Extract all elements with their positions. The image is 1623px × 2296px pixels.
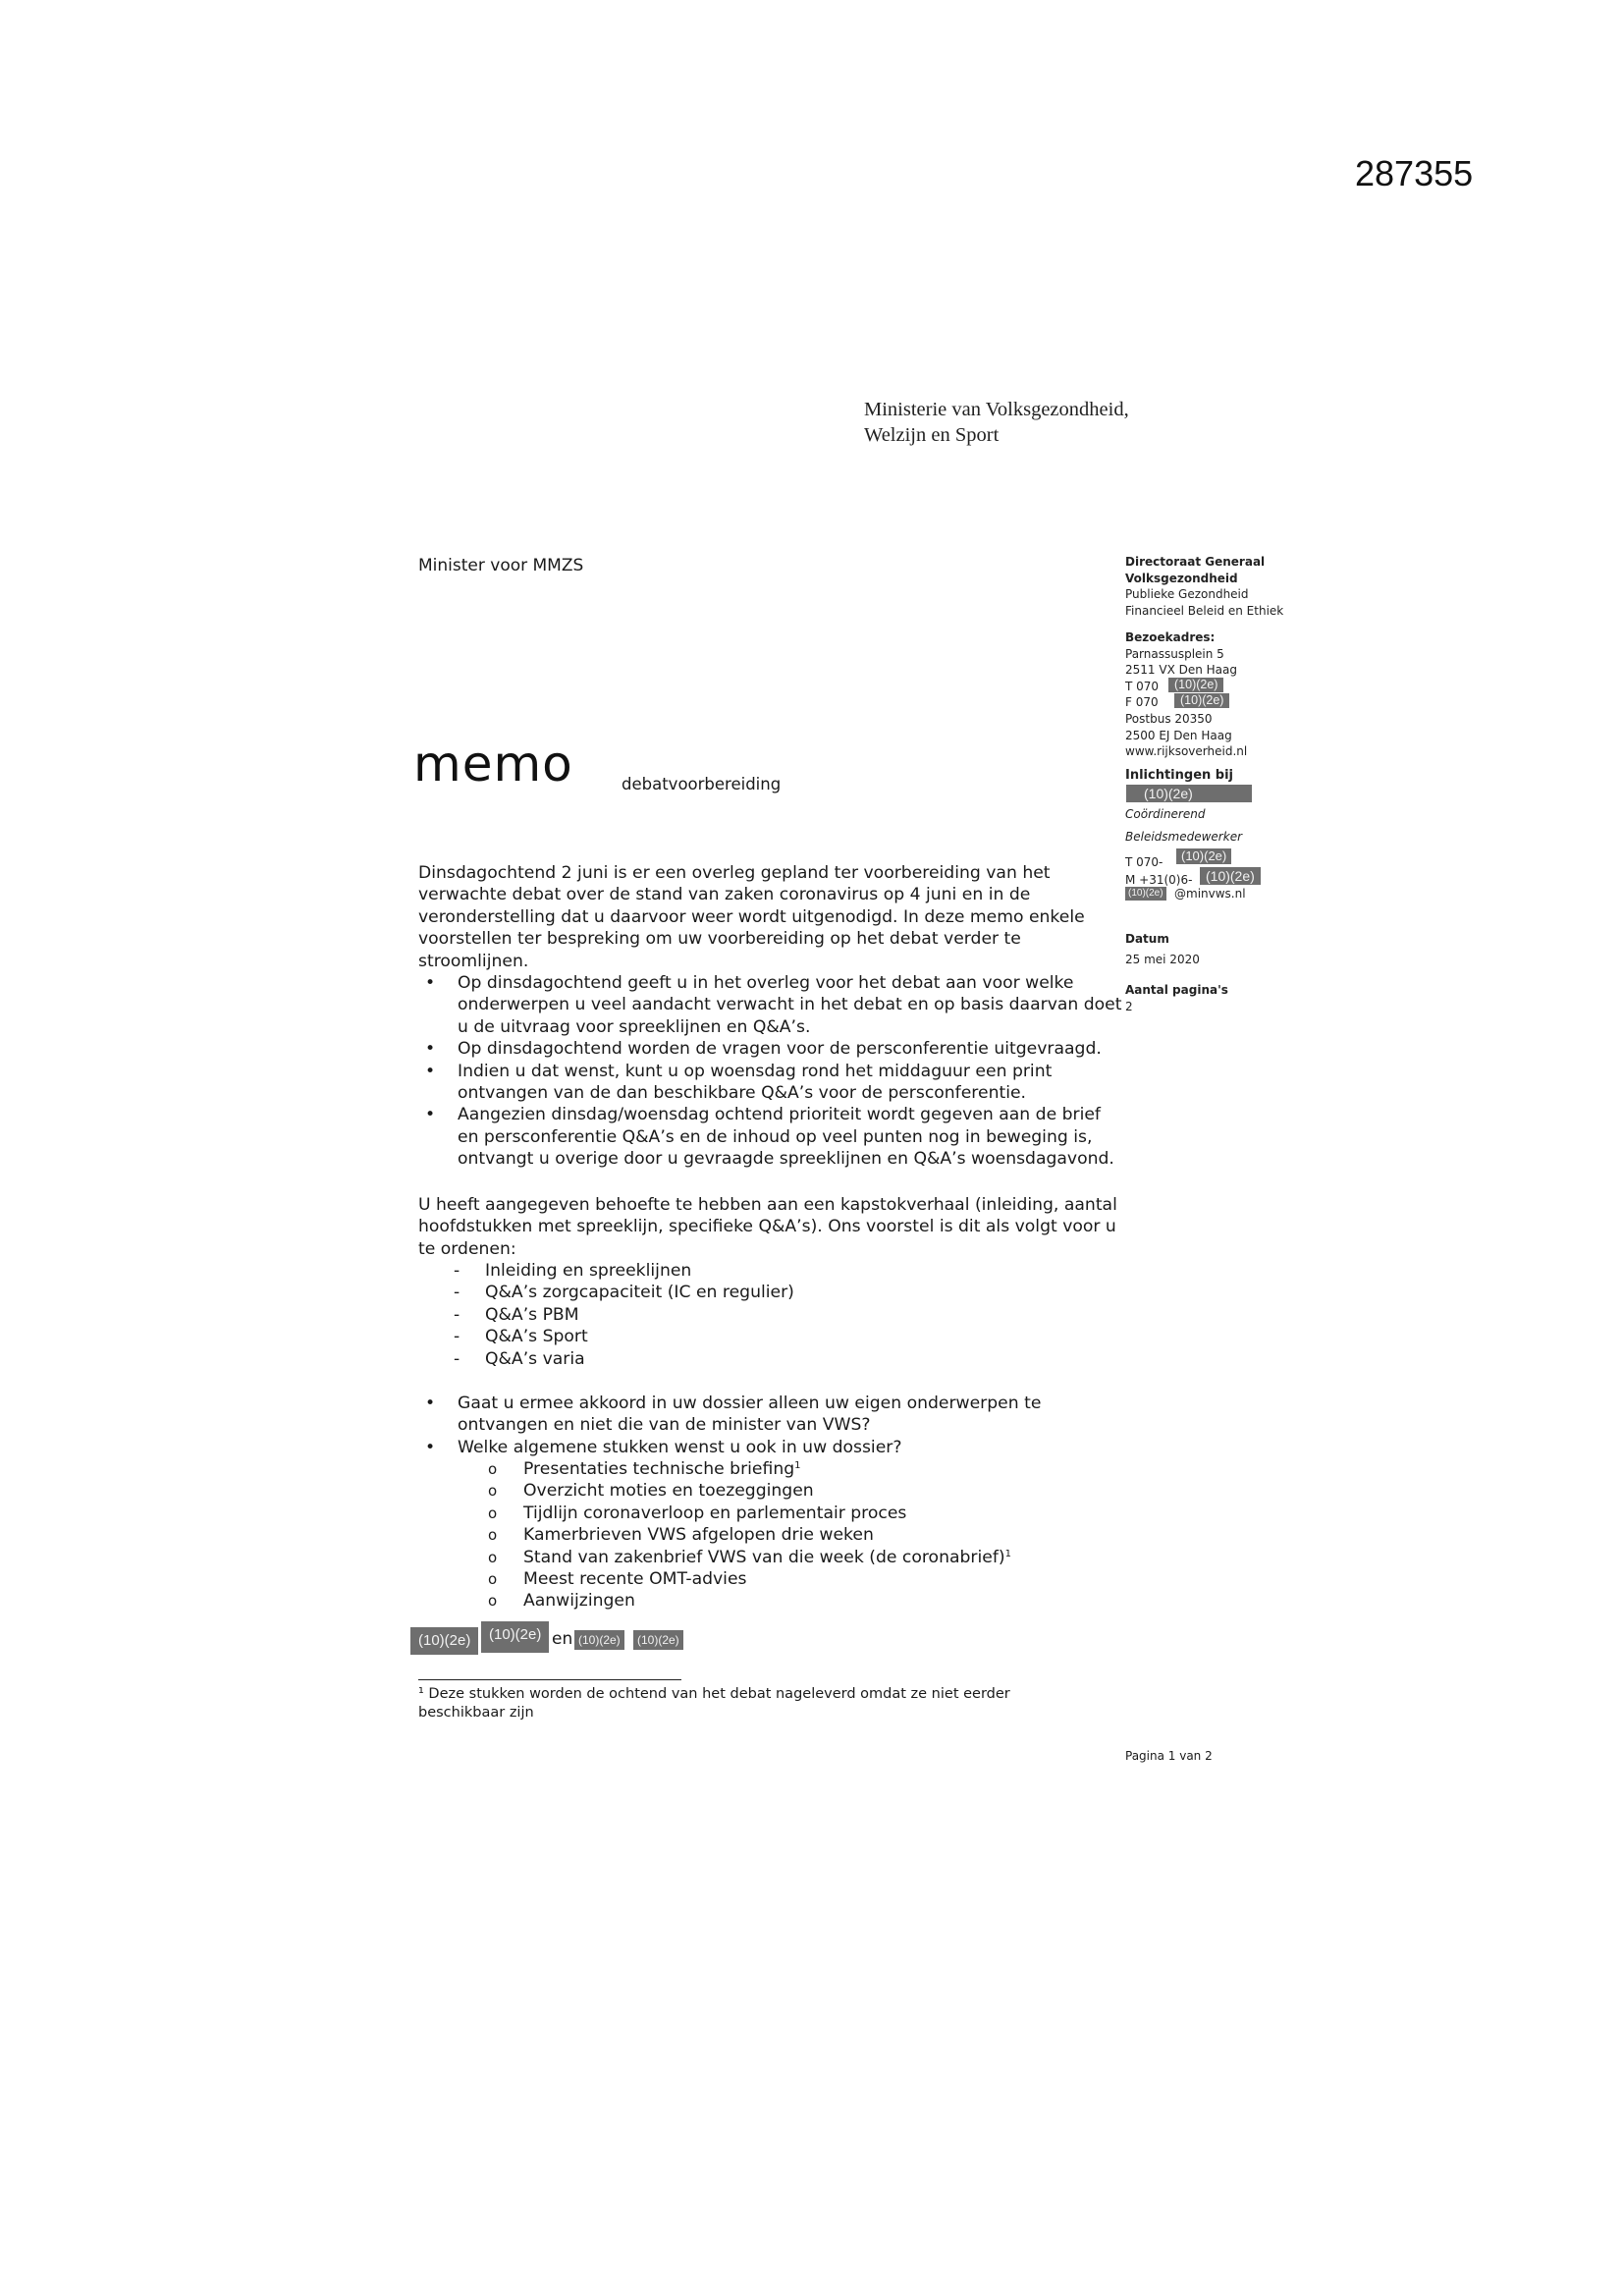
contact-label: Inlichtingen bij — [1125, 768, 1234, 783]
city: 2511 VX Den Haag — [1125, 663, 1237, 678]
list-item — [488, 1568, 1011, 1590]
list-item — [418, 972, 1125, 1038]
list-item — [454, 1348, 794, 1370]
list-item — [454, 1304, 794, 1326]
list-item-text: Aangezien dinsdag/woensdag ochtend prioriteit wordt gegeven aan de brief en persconferentie Q&A’s en de inhoud op veel punten nog in beweging is, ontvangt u overige door u gevraagde spreeklijnen en Q&A’s woensdagavond. — [458, 1105, 1114, 1170]
list-item — [418, 1393, 1125, 1437]
list-item — [418, 1104, 1125, 1170]
pages-label: Aantal pagina's — [1125, 983, 1228, 997]
memo-title: memo — [413, 736, 573, 793]
bullet-icon: • — [425, 1105, 436, 1125]
circle-bullet-icon: o — [488, 1482, 498, 1501]
list-item-text: Op dinsdagochtend geeft u in het overleg voor het debat aan voor welke onderwerpen u veel aandacht verwacht in het debat en op basis daarvan doet u de uitvraag voor spreeklijnen en Q&A’s. — [458, 973, 1122, 1037]
bullet-list-procedure — [418, 972, 1125, 1171]
bullet-icon: • — [425, 1061, 436, 1081]
circle-bullet-icon: o — [488, 1526, 498, 1545]
dash-icon: - — [454, 1283, 460, 1303]
list-item — [454, 1260, 794, 1282]
list-item — [418, 1038, 1125, 1060]
list-item — [454, 1326, 794, 1347]
list-item-text: Presentaties technische briefing — [523, 1459, 795, 1479]
list-item-text: Q&A’s PBM — [485, 1304, 579, 1325]
contact-telephone — [1125, 854, 1163, 871]
directorate-line-1: Directoraat Generaal — [1125, 555, 1266, 569]
list-item-text: Indien u dat wenst, kunt u op woensdag rond het middaguur een print ontvangen van de dan beschikbare Q&A’s voor de persconferentie. — [458, 1061, 1053, 1104]
visit-address-label: Bezoekadres: — [1125, 630, 1216, 644]
list-item — [488, 1480, 1011, 1502]
footnote-marker: 1 — [1004, 1548, 1011, 1559]
list-item-text: Op dinsdagochtend worden de vragen voor de persconferentie uitgevraagd. — [458, 1039, 1102, 1060]
redaction-box: (10)(2e) — [481, 1621, 549, 1653]
bullet-icon: • — [425, 973, 436, 993]
redaction-box: (10)(2e) — [1200, 867, 1261, 885]
bullet-icon: • — [425, 1437, 436, 1457]
post-city: 2500 EJ Den Haag — [1125, 728, 1232, 742]
list-item-text: Q&A’s zorgcapaciteit (IC en regulier) — [485, 1283, 794, 1303]
website: www.rijksoverheid.nl — [1125, 744, 1248, 759]
memo-subject: debatvoorbereiding — [622, 775, 782, 793]
telephone-prefix: T 070 — [1125, 679, 1160, 693]
dash-icon: - — [454, 1261, 460, 1281]
list-item-text: Overzicht moties en toezeggingen — [523, 1481, 814, 1502]
intro-paragraph: Dinsdagochtend 2 juni is er een overleg gepland ter voorbereiding van het verwachte debat over de stand van zaken coronavirus op 4 juni en in de veronderstelling dat u daarvoor weer wordt uitgenodigd. In deze memo enkele voorstellen ter bespreking om uw voorbereiding op het debat verder te stroomlijnen. — [418, 863, 1085, 971]
redaction-box: (10)(2e) — [574, 1630, 624, 1650]
document-number: 287355 — [1355, 153, 1474, 193]
list-item — [488, 1590, 1011, 1612]
dash-list-chapters — [454, 1260, 794, 1370]
fax-prefix: F 070 — [1125, 695, 1159, 710]
dash-icon: - — [454, 1304, 460, 1325]
structure-paragraph: U heeft aangegeven behoefte te hebben aan een kapstokverhaal (inleiding, aantal hoofdstukken met spreeklijn, specifieke Q&A’s). Ons voorstel is dit als volgt voor u te ordenen: — [418, 1195, 1117, 1259]
list-item-text: Stand van zakenbrief VWS van die week (de coronabrief) — [523, 1547, 1005, 1567]
redaction-box: (10)(2e) — [1125, 887, 1166, 901]
list-item-text: Kamerbrieven VWS afgelopen drie weken — [523, 1525, 874, 1546]
list-item — [418, 1437, 1125, 1458]
list-item-text: Meest recente OMT-advies — [523, 1569, 747, 1590]
sidebar-pages — [1125, 982, 1228, 1014]
page-indicator: Pagina 1 van 2 — [1125, 1749, 1213, 1763]
sidebar-date — [1125, 931, 1200, 967]
ministry-line-2: Welzijn en Sport — [864, 424, 1000, 446]
list-item-text: Q&A’s varia — [485, 1348, 585, 1369]
circle-bullet-icon: o — [488, 1570, 498, 1589]
contact-mobile-prefix: M +31(0)6- — [1125, 873, 1193, 887]
list-item — [488, 1547, 1011, 1568]
date-value: 25 mei 2020 — [1125, 952, 1200, 966]
redaction-box: (10)(2e) — [1168, 678, 1223, 692]
circle-bullet-icon: o — [488, 1460, 498, 1478]
circle-bullet-icon: o — [488, 1503, 498, 1522]
role-line-1: Coördinerend — [1125, 807, 1206, 821]
contact-telephone-prefix: T 070- — [1125, 855, 1163, 869]
list-item — [488, 1524, 1011, 1546]
list-item — [488, 1458, 1011, 1480]
list-item — [454, 1282, 794, 1303]
bullet-list-questions — [418, 1393, 1125, 1458]
list-item-text: Q&A’s Sport — [485, 1327, 588, 1347]
contact-email-suffix: @minvws.nl — [1174, 887, 1246, 901]
bullet-icon: • — [425, 1039, 436, 1060]
redaction-box: (10)(2e) — [633, 1630, 683, 1650]
dash-icon: - — [454, 1348, 460, 1369]
list-item — [418, 1061, 1125, 1105]
list-item-text: Inleiding en spreeklijnen — [485, 1261, 692, 1281]
redaction-box: (10)(2e) — [410, 1627, 478, 1655]
directorate-line-3: Publieke Gezondheid — [1125, 587, 1249, 602]
street: Parnassusplein 5 — [1125, 646, 1224, 661]
redaction-box: (10)(2e) — [1126, 785, 1252, 802]
sidebar-role — [1125, 806, 1242, 845]
list-item-text: Aanwijzingen — [523, 1591, 635, 1612]
redaction-box: (10)(2e) — [1174, 693, 1229, 708]
list-item — [488, 1503, 1011, 1524]
sidebar-directorate — [1125, 554, 1283, 619]
circle-bullet-icon: o — [488, 1548, 498, 1566]
addressee: Minister voor MMZS — [418, 556, 584, 575]
signoff-en: en — [552, 1629, 573, 1649]
directorate-line-4: Financieel Beleid en Ethiek — [1125, 603, 1284, 618]
role-line-2: Beleidsmedewerker — [1125, 829, 1243, 844]
date-label: Datum — [1125, 932, 1169, 946]
ministry-logo-text — [864, 397, 1129, 448]
list-item-text: Welke algemene stukken wenst u ook in uw dossier? — [458, 1437, 902, 1457]
circle-list-documents — [488, 1458, 1011, 1613]
ministry-line-1: Ministerie van Volksgezondheid, — [864, 399, 1129, 420]
directorate-line-2: Volksgezondheid — [1125, 571, 1238, 585]
pages-value: 2 — [1125, 999, 1133, 1013]
redaction-box: (10)(2e) — [1176, 848, 1231, 864]
list-item-text: Gaat u ermee akkoord in uw dossier alleen uw eigen onderwerpen te ontvangen en niet die van de minister van VWS? — [458, 1394, 1042, 1436]
postbus: Postbus 20350 — [1125, 711, 1213, 726]
circle-bullet-icon: o — [488, 1592, 498, 1611]
bullet-icon: • — [425, 1394, 436, 1413]
dash-icon: - — [454, 1327, 460, 1347]
list-item-text: Tijdlijn coronaverloop en parlementair proces — [523, 1503, 907, 1523]
footnote-text: ¹ Deze stukken worden de ochtend van het debat nageleverd omdat ze niet eerder beschikbaar zijn — [418, 1686, 1010, 1721]
sidebar-contact — [1125, 768, 1233, 785]
footnote-divider — [418, 1679, 681, 1680]
footnote-marker: 1 — [794, 1460, 801, 1471]
